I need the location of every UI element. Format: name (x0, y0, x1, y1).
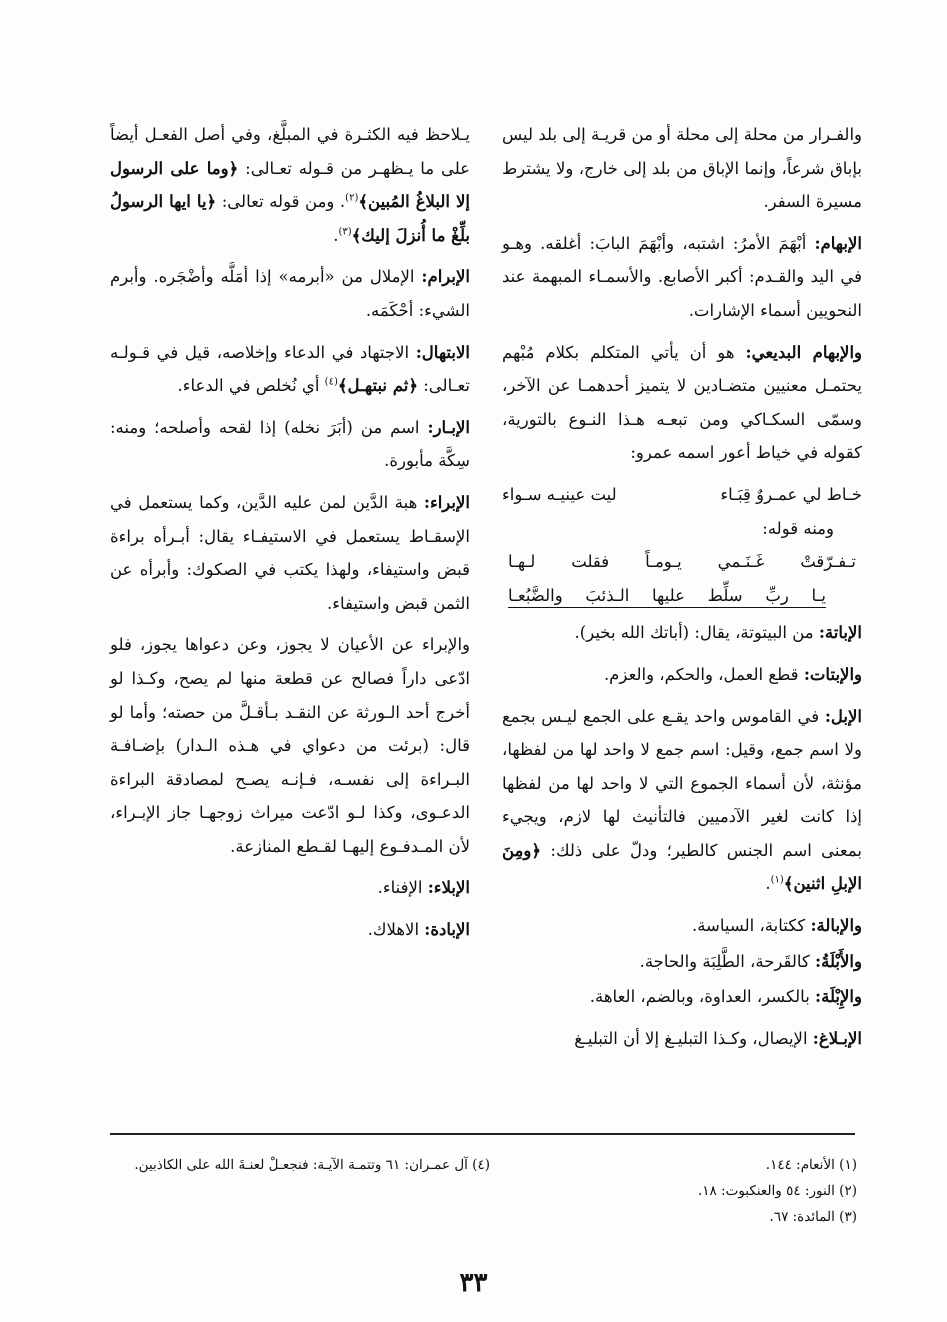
entry-term: الإبلاء: (427, 878, 470, 898)
paragraph-ibaq-continued (502, 118, 862, 219)
verse-hemistich-second: ليت عينيـه سـواء (502, 484, 617, 504)
entry-text-end: أي نُخلص في الدعاء. (177, 376, 325, 396)
footnote-1: (١) الأنعام: ١٤٤. (765, 1157, 857, 1173)
paragraph-ibra-continued (110, 628, 470, 863)
entry-ibham-badii (502, 336, 862, 470)
entry-text: بالكسر، العداوة، وبالضم، العاهة. (589, 987, 816, 1007)
entry-term: الإبهام: (814, 233, 862, 253)
entry-ibada (110, 913, 470, 947)
entry-text: ككتابة، السياسة. (691, 916, 811, 936)
entry-text: هبة الدَّين لمن عليه الدَّين، وكما يستعمل في الإسقـاط يستعمل في الاستيفـاء يقال: أبـرأه براءة قبض واستيفاء، ولهذا يكتب في الصكوك: وأبرأه عن الثمن قبض واستيفاء. (110, 492, 470, 613)
quran-quote: ﴿ومِنَ الإبلِ اثنين﴾ (502, 840, 862, 894)
page-number: ٣٣ (459, 1268, 488, 1298)
entry-ibil (502, 700, 862, 902)
paragraph-text-end: . (333, 225, 339, 245)
entry-iblagh (502, 1022, 862, 1056)
entry-abla (502, 945, 862, 979)
quran-quote: ﴿وما على الرسول إلا البلاغُ المُبين﴾ (110, 158, 471, 212)
paragraph-text: والفـرار من محلة إلى محلة أو من قريـة إلى بلد ليس بإباق شرعاً، وإنما الإباق من بلد إلى خارج، ولا يشترط مسيرة السفر. (502, 125, 862, 212)
footnote-ref: (١) (770, 874, 784, 886)
footnote-ref: (٤) (324, 376, 338, 388)
paragraph-text: يـلاحظ فيه الكثـرة في المبلَّغ، وفي أصل الفعـل أيضاً على ما يـظهـر من قـوله تعـالى: (110, 125, 471, 178)
entry-text: اسم من (أبَرَ نخله) إذا لقحه وأصلحه؛ ومنه: سِكَّة مأبورة. (110, 417, 470, 471)
entry-text: الاهلاك. (367, 920, 425, 940)
entry-term: الإباتة: (818, 623, 862, 643)
quran-quote: ﴿يا ايها الرسولُ بلِّغْ ما أُنزلَ إليك﴾ (110, 192, 470, 245)
entry-ibar (110, 411, 470, 478)
footnote-2: (٢) النور: ٥٤ والعنكبوت: ١٨. (697, 1183, 857, 1199)
footnote-ref: (٢) (345, 192, 359, 204)
entry-term: الإبادة: (424, 920, 470, 940)
entry-text: هو أن يأتي المتكلم بكلام مُبْهم يحتمـل معنيين متضـادين لا يتميز أحدهمـا عن الآخر، وسمّى السكـاكي ومن تبعـه هـذا النـوع بالتورية، كقوله في خياط أعور اسمه عمرو: (502, 342, 862, 463)
entry-term: والإِبْلَة: (815, 987, 862, 1007)
entry-text-end: . (765, 874, 771, 894)
verse-intro: ومنه قوله: (762, 518, 834, 538)
entry-term: الإبراء: (423, 492, 470, 512)
entry-term: الإبـلاغ: (812, 1028, 862, 1048)
footnotes-right (527, 1152, 857, 1230)
entry-term: الإبرام: (421, 267, 470, 287)
entry-term: الابتهال: (415, 342, 470, 362)
entry-ibtat (502, 658, 862, 692)
verse-hemistich-first: تـفـرّقتْ غَـنَـمي يـومـاً فقلت لـهـا (508, 552, 856, 572)
entry-text: الاجتهاد في الدعاء وإخلاصه، قيل في قـولـه تعـالى: (110, 342, 470, 396)
paragraph-iblagh-continued (110, 118, 470, 252)
entry-ibram (110, 260, 470, 327)
paragraph-text: والإبراء عن الأعيان لا يجوز، وعن دعواها يجوز، فلو ادّعى داراً فصالح عن قطعة منها لم يصح، وكـذا لو أخرج أحد الـورثة عن النقـد بـأقـلَّ من حصته؛ وأما لو قال: (برئت من دعواي في هـذه الـدار) بإضـافـة البـراءة إلى نفسـه، فـإنـه يصـح لمصادقة البراءة الدعـوى، وكذا لـو ادّعت ميراث زوجهـا جاز الإبـراء، لأن المـدفـوع إليهـا لقـطع المنازعة. (110, 635, 470, 856)
entry-ibata (502, 616, 862, 650)
right-column (502, 118, 862, 1063)
entry-term: والإبهام البديعي: (745, 342, 863, 362)
footnote-4: (٤) آل عمـران: ٦١ وتتمـة الآيـة: فنجعـلْ لعنـةَ الله على الكاذبين. (134, 1157, 490, 1173)
entry-term: الإبـار: (427, 417, 470, 437)
entry-term: والإبتات: (803, 664, 862, 684)
entry-term: والأَبْلَةُ: (815, 951, 862, 971)
entry-ibtihal (110, 336, 470, 403)
verse-hemistich-first: خـاط لي عمـروٌ قِبَـاء (720, 484, 862, 504)
quran-quote: ﴿ثم نبتهـل﴾ (337, 376, 418, 396)
entry-text: في القاموس واحد يقـع على الجمع ليـس بجمع ولا اسم جمع، وقيل: اسم جمع لا واحد لها من لفظها، مؤنثة، لأن أسماء الجموع التي لا واحد لها من لفظها إذا كانت لغير الآدميين فالتأنيث لها لازم، ويجيء بمعنى اسم الجنس كالطير؛ ودلّ على ذلك: (502, 706, 862, 860)
verse-line (502, 478, 862, 512)
entry-text: كالقَرحة، الطَّلِبَة والحاجة. (639, 951, 816, 971)
poem-verse-2 (502, 545, 862, 612)
verse-hemistich-second: يـا ربِّ سلِّط عليها الـذئبَ والضَّبُعـا (508, 585, 826, 605)
left-column (110, 118, 470, 955)
entry-term: والإبالة: (810, 916, 862, 936)
entry-ibla-ifna (110, 871, 470, 905)
entry-term: الإبل: (824, 706, 862, 726)
footnote-ref: (٣) (338, 226, 352, 238)
paragraph-text: . ومن قوله تعالى: (216, 192, 346, 212)
entry-ibra (110, 486, 470, 620)
entry-text: الإفناء. (377, 878, 428, 898)
footnote-divider (110, 1133, 855, 1135)
entry-text: قطع العمل، والحكم، والعزم. (603, 664, 804, 684)
entry-ibala (502, 909, 862, 943)
footnotes-left (110, 1152, 490, 1178)
footnote-3: (٣) المائدة: ٦٧. (769, 1209, 857, 1225)
entry-ibla (502, 980, 862, 1014)
poem-verse-1 (502, 478, 862, 612)
entry-text: أبْهَمَ الأمرُ: اشتبه، وأبْهَمَ البابَ: أغلقه. وهـو في اليد والقـدم: أكبر الأصابع. والأسمـاء المبهمة عند النحويين أسماء الإشارات. (502, 233, 862, 320)
entry-text: من البيتوتة، يقال: (أباتك الله بخير). (574, 623, 819, 643)
entry-text: الإيصال، وكـذا التبليـغ إلا أن التبليـغ (574, 1028, 813, 1048)
entry-ibham (502, 227, 862, 328)
entry-text: الإملال من «أبرمه» إذا أمَلَّه وأضْجَره. وأبرم الشيء: أحْكَمَه. (110, 267, 470, 320)
